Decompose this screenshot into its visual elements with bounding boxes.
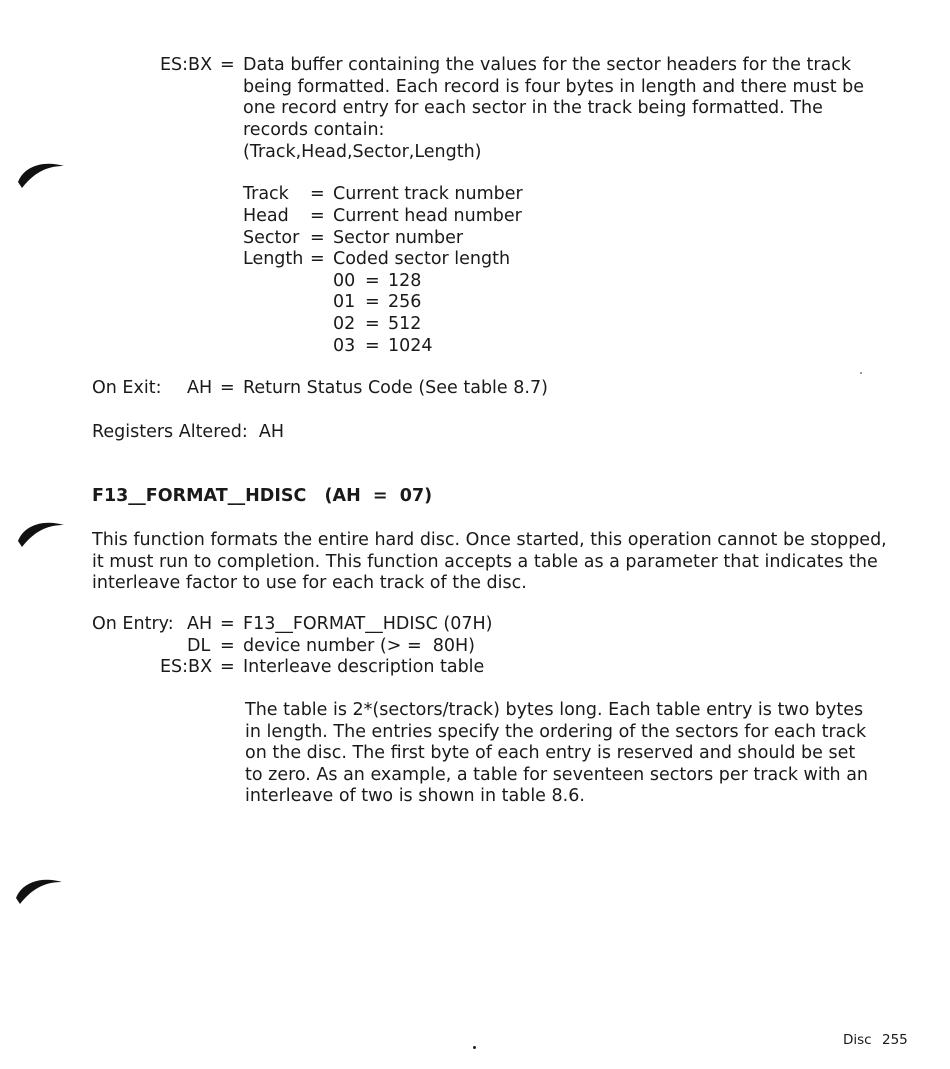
equals-sign: = xyxy=(365,271,380,291)
field-name: Length xyxy=(243,249,304,269)
equals-sign: = xyxy=(220,657,235,677)
length-value: 256 xyxy=(388,292,422,312)
field-name: Track xyxy=(243,184,289,204)
field-name: Head xyxy=(243,206,289,226)
register-name: AH xyxy=(187,378,213,398)
equals-sign: = xyxy=(220,378,235,398)
register-name: AH xyxy=(187,614,213,634)
scan-speck xyxy=(860,372,862,374)
equals-sign: = xyxy=(365,336,380,356)
entry-description: Interleave description table xyxy=(243,657,485,677)
length-code: 02 xyxy=(333,314,356,334)
on-entry-label: On Entry: xyxy=(92,614,174,634)
table-note: The table is 2*(sectors/track) bytes long. Each table entry is two bytes in length. The entries specify the ordering of the sectors for each track on the disc. The first byte of each entry is reserved and should be set to zero. As an example, a table for seventeen sectors per track with an interleave of two is shown in table 8.6. xyxy=(245,700,869,806)
function-description: This function formats the entire hard disc. Once started, this operation cannot be stopped, it must run to completion. This function accepts a table as a parameter that indicates the interleave factor to use for each track of the disc. xyxy=(92,530,887,593)
punch-hole-mark xyxy=(16,158,68,198)
field-name: Sector xyxy=(243,228,300,248)
equals-sign: = xyxy=(310,206,325,226)
length-value: 128 xyxy=(388,271,422,291)
register-name: DL xyxy=(187,636,211,656)
scan-speck xyxy=(473,1046,476,1049)
length-code: 01 xyxy=(333,292,356,312)
equals-sign: = xyxy=(220,55,235,75)
entry-description: device number (> = 80H) xyxy=(243,636,476,656)
function-heading: F13__FORMAT__HDISC (AH = 07) xyxy=(92,486,433,506)
esbx-description: Data buffer containing the values for the sector headers for the track being formatted. Each record is four bytes in length and there must be one record entry for each sector in the track being formatted. The records contain: xyxy=(243,55,865,140)
length-code: 03 xyxy=(333,336,356,356)
field-description: Sector number xyxy=(333,228,464,248)
equals-sign: = xyxy=(365,292,380,312)
equals-sign: = xyxy=(365,314,380,334)
punch-hole-mark xyxy=(16,515,68,555)
field-description: Current head number xyxy=(333,206,522,226)
equals-sign: = xyxy=(310,249,325,269)
registers-altered: Registers Altered: AH xyxy=(92,422,285,442)
length-code: 00 xyxy=(333,271,356,291)
equals-sign: = xyxy=(220,614,235,634)
punch-hole-mark xyxy=(14,872,66,912)
equals-sign: = xyxy=(310,228,325,248)
on-exit-description: Return Status Code (See table 8.7) xyxy=(243,378,548,398)
esbx-label: ES:BX xyxy=(160,55,213,75)
field-description: Coded sector length xyxy=(333,249,511,269)
on-exit-label: On Exit: xyxy=(92,378,162,398)
equals-sign: = xyxy=(310,184,325,204)
field-description: Current track number xyxy=(333,184,523,204)
register-name: ES:BX xyxy=(160,657,213,677)
length-value: 512 xyxy=(388,314,422,334)
equals-sign: = xyxy=(220,636,235,656)
length-value: 1024 xyxy=(388,336,433,356)
page-number: 255 xyxy=(882,1032,908,1048)
entry-description: F13__FORMAT__HDISC (07H) xyxy=(243,614,493,634)
record-format: (Track,Head,Sector,Length) xyxy=(243,142,482,162)
footer-section: Disc xyxy=(843,1032,872,1048)
